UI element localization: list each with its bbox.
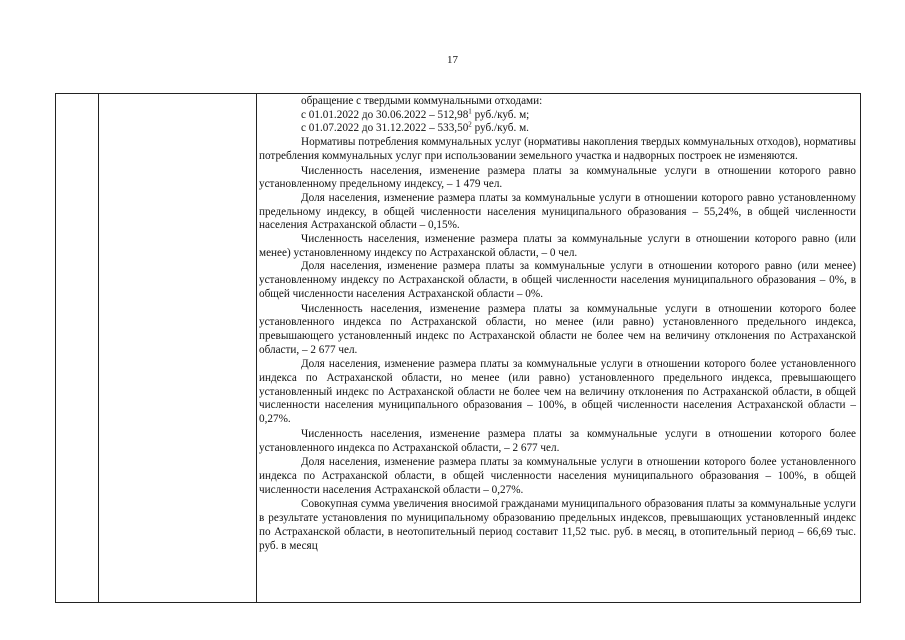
paragraph-population-between: Численность населения, изменение размера платы за коммунальные услуги в отношении которого более установленного индекса по Астраханской области, но менее (или равно) установленного предельного индекса, превышающего установленный индекс по Астраханской области не более чем на величину отклонения по Астраханской области, – 2 677 чел. [259, 302, 856, 356]
waste-tariff-period-2: с 01.07.2022 до 31.12.2022 – 533,50$^2$ руб./куб. м. [301, 120, 529, 135]
page-number: 17 [447, 54, 458, 66]
paragraph-population-equal-limit: Численность населения, изменение размера платы за коммунальные услуги в отношении которого равно установленному предельному индексу, – 1 479 чел. [259, 164, 856, 191]
waste-heading: обращение с твердыми коммунальными отходами: [301, 95, 543, 107]
footnote-mark-2: 2 [468, 120, 472, 129]
paragraph-share-above-regional: Доля населения, изменение размера платы за коммунальные услуги в отношении которого более установленного индекса по Астраханской области, в общей численности населения муниципального образования – 100%, в общей численности населения Астраханской области – 0,27%. [259, 456, 856, 496]
document-table [55, 93, 861, 603]
column-divider-1 [98, 94, 99, 602]
waste-tariff-period-1: с 01.01.2022 до 30.06.2022 – 512,98$^1$ руб./куб. м; [301, 106, 530, 121]
paragraph-share-le-regional: Доля населения, изменение размера платы за коммунальные услуги в отношении которого равно (или менее) установленному индексу по Астраханской области, в общей численности населения муниципального образования – 0%, в общей численности населения Астраханской области – 0%. [259, 260, 856, 300]
table-text-cell [259, 95, 856, 553]
paragraph-norms: Нормативы потребления коммунальных услуг (нормативы накопления твердых коммунальных отходов), нормативы потребления коммунальных услуг при использовании земельного участка и надворных построек не изменяются. [259, 136, 856, 162]
paragraph-total-increase: Совокупная сумма увеличения вносимой гражданами муниципального образования платы за коммунальные услуги в результате установления по муниципальному образованию предельных индексов, превышающих установленный индекс по Астраханской области, в неотопительный период составит 11,52 тыс. руб. в месяц, в отопительный период – 66,69 тыс. руб. в месяц [259, 498, 856, 552]
column-divider-2 [256, 94, 257, 602]
paragraph-population-le-regional: Численность населения, изменение размера платы за коммунальные услуги в отношении которого равно (или менее) установленному индексу по Астраханской области, – 0 чел. [259, 233, 856, 259]
paragraph-population-above-regional: Численность населения, изменение размера платы за коммунальные услуги в отношении которого более установленного индекса по Астраханской области, – 2 677 чел. [259, 427, 856, 454]
paragraph-share-between: Доля населения, изменение размера платы за коммунальные услуги в отношении которого более установленного индекса по Астраханской области, но менее (или равно) установленного предельного индекса, превышающего установленный индекс по Астраханской области не более чем на величину отклонения по Астраханской области, в общей численности населения муниципального образования – 100%, в общей численности населения Астраханской области – 0,27%. [259, 358, 856, 426]
paragraph-share-equal-limit: Доля населения, изменение размера платы за коммунальные услуги в отношении которого равно установленному предельному индексу, в общей численности населения муниципального образования – 55,24%, в общей численности населения Астраханской области – 0,15%. [259, 191, 856, 232]
footnote-mark-1: 1 [468, 106, 472, 115]
